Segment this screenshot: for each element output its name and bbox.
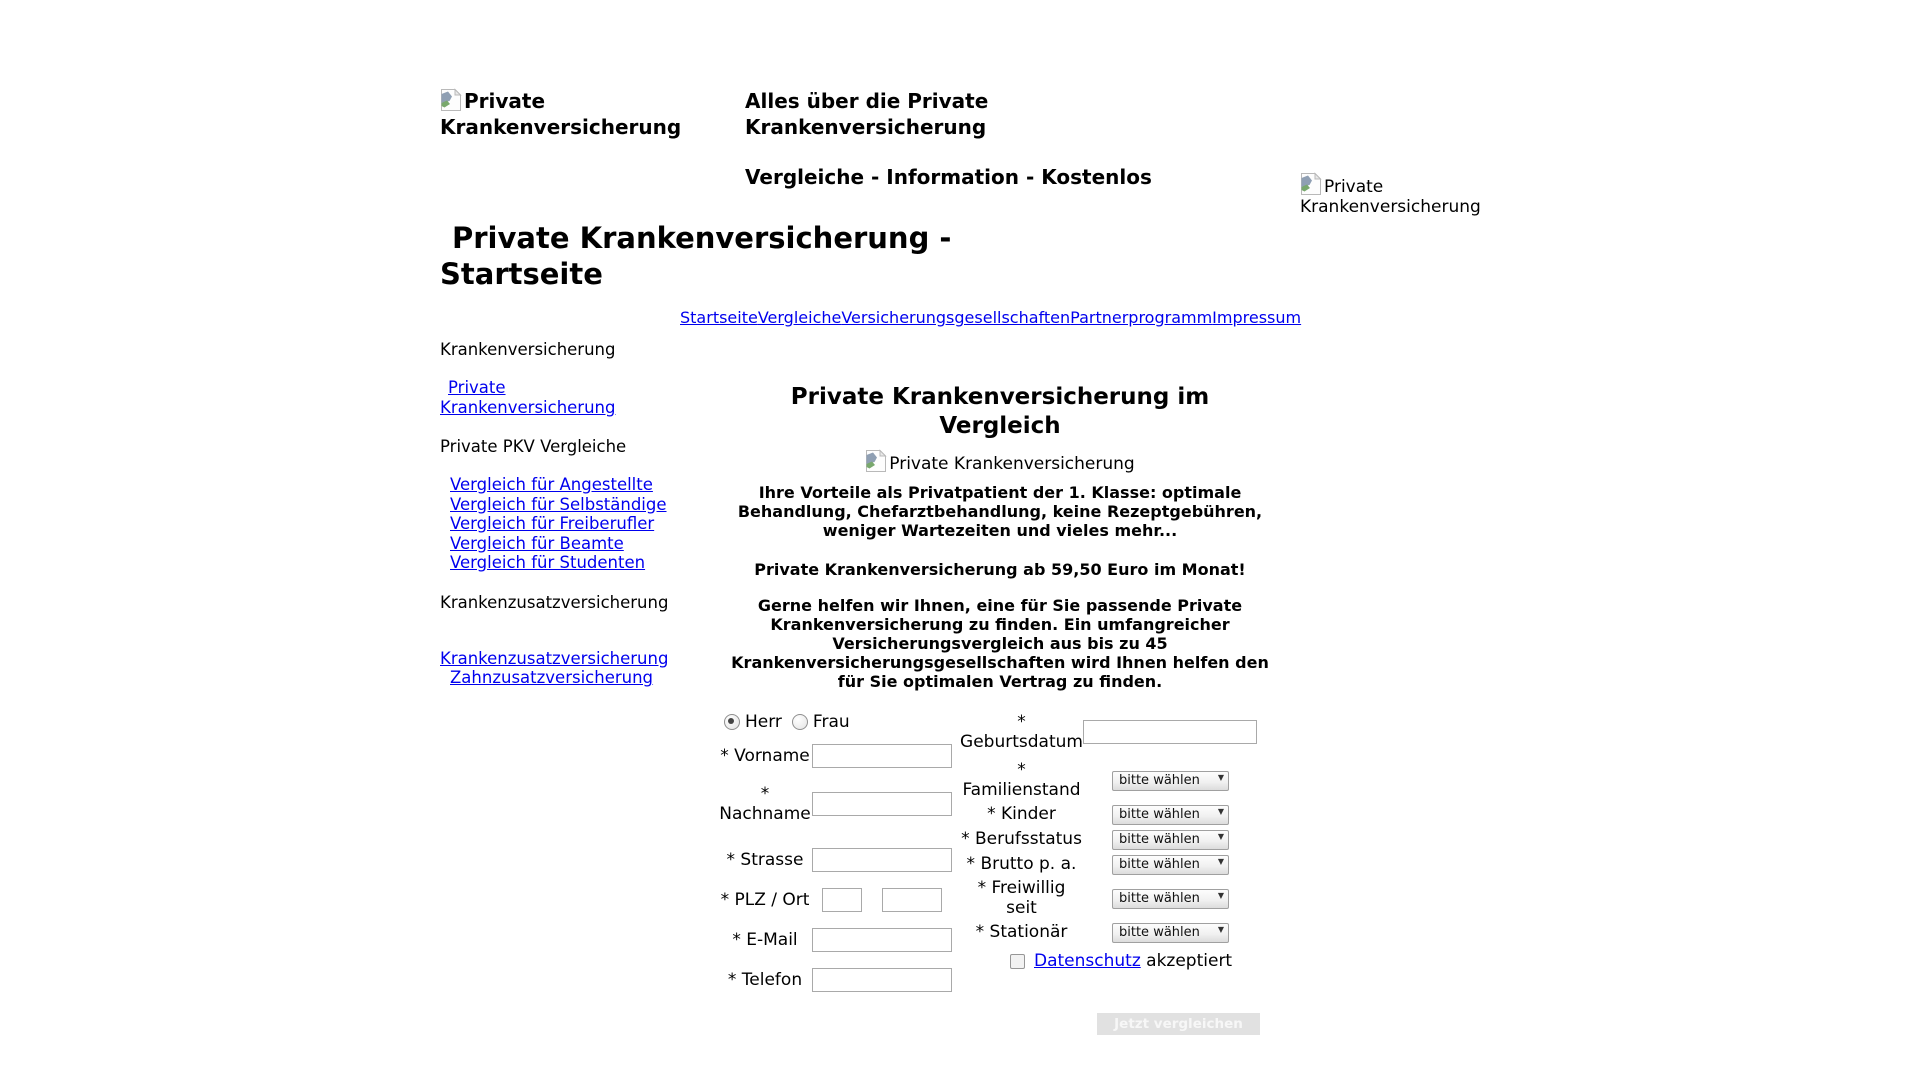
kinder-select-wrap: [1112, 803, 1229, 825]
plz-input[interactable]: [822, 888, 862, 912]
sidebar-link-zahnzusatzversicherung[interactable]: Zahnzusatzversicherung: [450, 668, 654, 687]
nachname-input[interactable]: [812, 792, 952, 816]
telefon-row: [718, 968, 956, 992]
email-input[interactable]: [812, 928, 952, 952]
content-image: [700, 449, 1300, 477]
header-center: [745, 88, 1152, 190]
content-columns: [440, 339, 1480, 1035]
vorname-row: [718, 744, 956, 768]
sidebar-link-vergleich-studenten[interactable]: Vergleich für Studenten: [450, 553, 646, 572]
berufsstatus-select[interactable]: [1112, 830, 1229, 850]
strasse-input[interactable]: [812, 848, 952, 872]
page-title: Private Krankenversicherung - Startseite: [440, 221, 952, 291]
familienstand-label: * Familienstand: [962, 760, 1081, 800]
datenschutz-checkbox[interactable]: [1010, 954, 1025, 969]
nav-link-vergleiche[interactable]: Vergleiche: [757, 308, 842, 327]
strasse-row: [718, 848, 956, 872]
plz-ort-row: [718, 888, 956, 912]
geburtsdatum-row: [960, 712, 1262, 752]
nav-link-startseite[interactable]: Startseite: [680, 308, 758, 327]
sidebar-link-vergleich-angestellte[interactable]: Vergleich für Angestellte: [450, 475, 653, 494]
sidebar-heading-krankenversicherung: Krankenversicherung: [440, 340, 616, 359]
radio-herr-label[interactable]: Herr: [745, 712, 782, 732]
strasse-label: * Strasse: [726, 850, 804, 870]
broken-image-icon: [440, 88, 462, 112]
freiwillig-select-wrap: [1112, 887, 1229, 909]
nav-link-versicherungsgesellschaften[interactable]: Versicherungsgesellschaften: [841, 308, 1071, 327]
content-image-alt-text: Private Krankenversicherung: [889, 454, 1135, 474]
description-paragraph: Gerne helfen wir Ihnen, eine für Sie passende Private Krankenversicherung zu finden. Ein umfangreicher Versicherungsvergleich aus bis zu 45 Krankenversicherungsgesellschaften wird Ihnen helfen den für Sie optimalen Vertrag zu finden.: [731, 596, 1269, 691]
freiwillig-label: * Freiwillig seit: [977, 878, 1066, 918]
right-banner-alt-text: Private Krankenversicherung: [1300, 177, 1481, 217]
form-left-column: [718, 712, 956, 1035]
datenschutz-row: [960, 951, 1262, 971]
sidebar-link-vergleich-selbstaendige[interactable]: Vergleich für Selbständige: [450, 494, 667, 514]
submit-button[interactable]: Jetzt vergleichen: [1097, 1013, 1260, 1035]
main-content: [700, 339, 1300, 1035]
freiwillig-select[interactable]: [1112, 889, 1229, 909]
vorname-input[interactable]: [812, 744, 952, 768]
broken-image-icon: [865, 449, 887, 473]
stationaer-select-wrap: [1112, 921, 1229, 943]
plz-ort-label: * PLZ / Ort: [720, 890, 810, 910]
sidebar-link-vergleich-beamte[interactable]: Vergleich für Beamte: [450, 533, 624, 553]
sidebar-link-private-krankenversicherung[interactable]: Private Krankenversicherung: [440, 378, 616, 417]
berufsstatus-row: [960, 828, 1262, 850]
brutto-label: * Brutto p. a.: [966, 854, 1077, 874]
brutto-select-wrap: [1112, 853, 1229, 875]
brutto-row: [960, 853, 1262, 875]
page-container: [440, 0, 1480, 1035]
nachname-row: [718, 784, 956, 824]
content-heading: Private Krankenversicherung im Vergleich: [790, 384, 1210, 439]
sidebar-link-krankenzusatzversicherung[interactable]: Krankenzusatzversicherung: [440, 648, 669, 668]
lead-form: [700, 712, 1300, 1035]
email-label: * E-Mail: [732, 930, 798, 950]
familienstand-select-wrap: [1112, 769, 1229, 791]
nachname-label: * Nachname: [719, 784, 811, 824]
familienstand-row: [960, 760, 1262, 800]
berufsstatus-label: * Berufsstatus: [961, 829, 1082, 849]
sidebar-heading-krankenzusatz: Krankenzusatzversicherung: [440, 592, 669, 612]
kinder-row: [960, 803, 1262, 825]
freiwillig-row: [960, 878, 1262, 918]
stationaer-select[interactable]: [1112, 923, 1229, 943]
site-logo[interactable]: [440, 88, 690, 190]
kinder-select[interactable]: [1112, 805, 1229, 825]
stationaer-label: * Stationär: [975, 922, 1068, 942]
ort-input[interactable]: [882, 888, 942, 912]
sidebar-heading-pkv-vergleiche: Private PKV Vergleiche: [440, 437, 627, 456]
sidebar: [440, 339, 700, 1035]
salutation-row: [718, 712, 956, 732]
telefon-label: * Telefon: [727, 970, 803, 990]
radio-frau[interactable]: [792, 714, 808, 730]
geburtsdatum-input[interactable]: [1083, 720, 1257, 744]
right-banner-image: [1300, 172, 1485, 217]
kinder-label: * Kinder: [987, 804, 1056, 824]
datenschutz-link[interactable]: Datenschutz: [1034, 951, 1141, 971]
header-title: Alles über die Private Krankenversicherung: [745, 89, 989, 139]
familienstand-select[interactable]: [1112, 771, 1229, 791]
stationaer-row: [960, 921, 1262, 943]
telefon-input[interactable]: [812, 968, 952, 992]
price-line: Private Krankenversicherung ab 59,50 Euro im Monat!: [754, 560, 1246, 579]
logo-alt-text: Private Krankenversicherung: [440, 89, 682, 139]
main-nav: [680, 308, 1300, 327]
radio-herr[interactable]: [724, 714, 740, 730]
berufsstatus-select-wrap: [1112, 828, 1229, 850]
broken-image-icon: [1300, 172, 1322, 196]
submit-row: [960, 1013, 1262, 1035]
geburtsdatum-label: * Geburtsdatum: [960, 712, 1083, 752]
right-spacer: [1300, 339, 1480, 1035]
sidebar-zusatz-links: [440, 649, 700, 688]
vorname-label: * Vorname: [720, 746, 810, 766]
intro-paragraph: Ihre Vorteile als Privatpatient der 1. Klasse: optimale Behandlung, Chefarztbehandlung, keine Rezeptgebühren, weniger Wartezeiten und vieles mehr...: [737, 483, 1263, 540]
nav-link-impressum[interactable]: Impressum: [1212, 308, 1302, 327]
nav-link-partnerprogramm[interactable]: Partnerprogramm: [1070, 308, 1213, 327]
sidebar-vergleich-links: [440, 475, 700, 573]
form-right-column: [960, 712, 1262, 1035]
sidebar-linkblock: [440, 378, 625, 418]
datenschutz-suffix: akzeptiert: [1146, 951, 1233, 971]
radio-frau-label[interactable]: Frau: [812, 712, 850, 732]
email-row: [718, 928, 956, 952]
sidebar-link-vergleich-freiberufler[interactable]: Vergleich für Freiberufler: [450, 514, 655, 533]
brutto-select[interactable]: [1112, 855, 1229, 875]
header-subtitle: Vergleiche - Information - Kostenlos: [745, 165, 1152, 189]
